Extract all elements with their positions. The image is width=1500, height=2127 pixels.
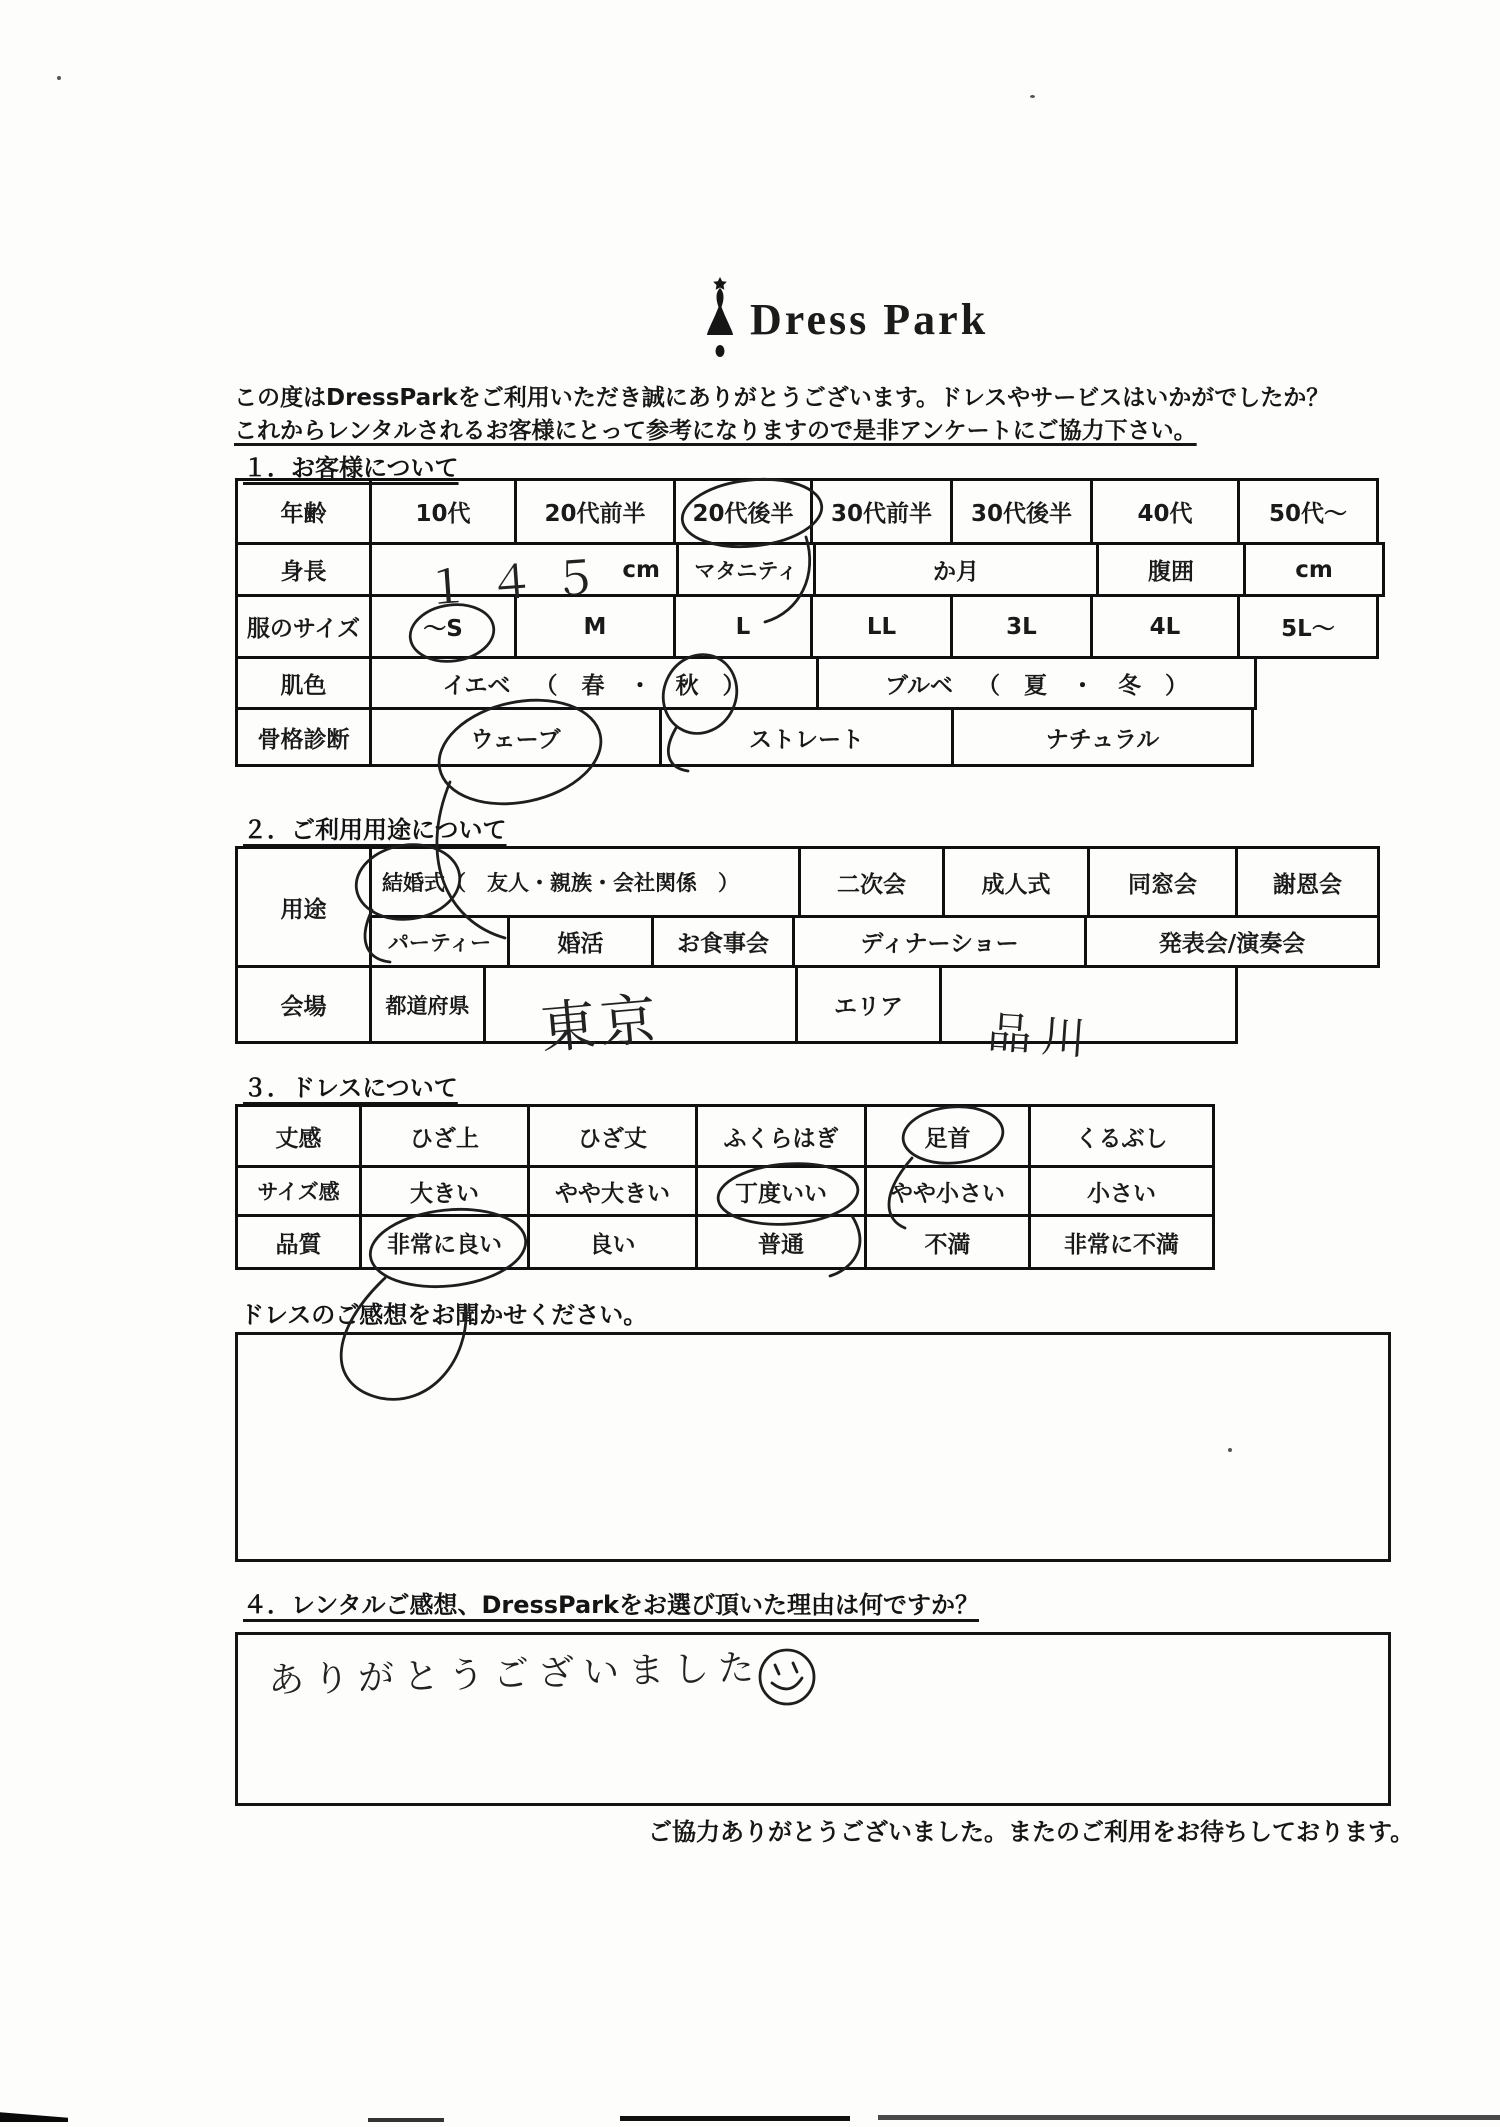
- dress-form-icon: [700, 276, 740, 360]
- purpose-option-thanks-party: 謝恩会: [1235, 846, 1380, 918]
- quality-option-average: 普通: [695, 1214, 867, 1270]
- scan-edge-artifact: [620, 2116, 850, 2121]
- purpose-row-2: [369, 915, 1380, 968]
- fit-label: サイズ感: [235, 1165, 362, 1217]
- quality-option-good: 良い: [527, 1214, 698, 1270]
- paren-close: ）: [1165, 672, 1189, 699]
- handwritten-rental-feedback: ありがとうございました: [267, 1647, 764, 1702]
- purpose-row-1: [369, 846, 1380, 918]
- length-option-knee: ひざ丈: [527, 1104, 698, 1168]
- venue-label: 会場: [235, 965, 372, 1044]
- size-option-l: L: [673, 594, 813, 659]
- purpose-option-dinner-party: お食事会: [651, 915, 795, 968]
- age-option-20s-early: 20代前半: [514, 478, 676, 545]
- scan-speck: [57, 76, 61, 80]
- purpose-option-dinner-show: ディナーショー: [792, 915, 1087, 968]
- dress-table: [235, 1104, 1215, 1270]
- quality-row: [235, 1214, 1215, 1270]
- skin-tone-yellow-cell: [369, 656, 819, 710]
- age-option-40s: 40代: [1090, 478, 1240, 545]
- waist-label: 腹囲: [1096, 542, 1246, 597]
- length-option-calf: ふくらはぎ: [695, 1104, 867, 1168]
- fit-row: [235, 1165, 1215, 1217]
- fit-option-just-right: 丁度いい: [695, 1165, 867, 1217]
- length-row: [235, 1104, 1215, 1168]
- waist-unit: cm: [1243, 542, 1385, 597]
- section4-heading: ４．レンタルご感想、DressParkをお選び頂いた理由は何ですか？: [243, 1591, 979, 1619]
- skeletal-option-straight: ストレート: [659, 707, 954, 767]
- fit-option-small: 小さい: [1028, 1165, 1215, 1217]
- fit-option-big: 大きい: [359, 1165, 530, 1217]
- size-option-5l: 5L～: [1237, 594, 1379, 659]
- brand-name: Dress Park: [750, 295, 989, 344]
- clothing-size-label: 服のサイズ: [235, 594, 372, 659]
- skeletal-option-natural: ナチュラル: [951, 707, 1254, 767]
- skin-tone-label: 肌色: [235, 656, 372, 710]
- height-label: 身長: [235, 542, 372, 597]
- quality-option-very-dissatisfied: 非常に不満: [1028, 1214, 1215, 1270]
- customer-table: [235, 478, 1385, 767]
- purpose-option-recital: 発表会/演奏会: [1084, 915, 1380, 968]
- skin-option-autumn: 秋: [675, 672, 699, 699]
- scan-edge-artifact: [0, 2108, 68, 2122]
- scan-edge-artifact: [878, 2115, 1500, 2120]
- age-option-20s-late: 20代後半: [673, 478, 813, 545]
- size-option-ll: LL: [810, 594, 953, 659]
- section1-heading: １．お客様について: [243, 454, 459, 482]
- size-option-m: M: [514, 594, 676, 659]
- skeletal-option-wave: ウェーブ: [369, 707, 662, 767]
- quality-option-dissatisfied: 不満: [864, 1214, 1031, 1270]
- dress-feedback-prompt: ドレスのご感想をお聞かせください。: [240, 1301, 648, 1329]
- prefecture-label: 都道府県: [369, 965, 486, 1044]
- skin-option-summer: 夏: [1024, 672, 1048, 699]
- purpose-option-konkatsu: 婚活: [507, 915, 654, 968]
- separator-dot: ・: [628, 672, 652, 699]
- handwritten-area-value: 品川: [986, 1007, 1098, 1066]
- intro-line-2: これからレンタルされるお客様にとって参考になりますので是非アンケートにご協力下さい。: [234, 418, 1197, 444]
- skin-option-winter: 冬: [1118, 672, 1142, 699]
- length-option-ankle: 足首: [864, 1104, 1031, 1168]
- skeletal-label: 骨格診断: [235, 707, 372, 767]
- scan-speck: [1228, 1448, 1232, 1452]
- section2-heading: ２．ご利用用途について: [243, 816, 507, 844]
- section3-heading: ３．ドレスについて: [243, 1074, 458, 1102]
- brand-logo: [700, 276, 988, 360]
- age-option-30s-early: 30代前半: [810, 478, 953, 545]
- wedding-detail: （ 友人・親族・会社関係 ）: [445, 871, 739, 895]
- purpose-label: 用途: [235, 846, 372, 968]
- yellow-base-label: イエベ: [442, 672, 511, 699]
- length-label: 丈感: [235, 1104, 362, 1168]
- age-label: 年齢: [235, 478, 372, 545]
- purpose-rows: [235, 846, 1380, 968]
- quality-label: 品質: [235, 1214, 362, 1270]
- wedding-label: 結婚式: [382, 871, 445, 895]
- fit-option-slightly-big: やや大きい: [527, 1165, 698, 1217]
- handwritten-prefecture-value: 東京: [537, 986, 663, 1063]
- scan-edge-artifact: [368, 2118, 444, 2122]
- purpose-option-afterparty: 二次会: [798, 846, 945, 918]
- footer-message: ご協力ありがとうございました。またのご利用をお待ちしております。: [648, 1818, 1415, 1846]
- blue-base-label: ブルベ: [884, 672, 954, 699]
- size-option-3l: 3L: [950, 594, 1093, 659]
- venue-row: [235, 965, 1380, 1044]
- skeletal-row: [235, 707, 1385, 767]
- paren-open: （: [534, 672, 558, 699]
- length-option-above-knee: ひざ上: [359, 1104, 530, 1168]
- purpose-option-party: パーティー: [369, 915, 510, 968]
- size-option-4l: 4L: [1090, 594, 1240, 659]
- separator-dot: ・: [1071, 672, 1095, 699]
- maternity-months-label: か月: [813, 542, 1099, 597]
- purpose-table: [235, 846, 1380, 1044]
- height-row: [235, 542, 1385, 597]
- intro-text: [234, 382, 1414, 448]
- age-option-50s: 50代～: [1237, 478, 1379, 545]
- age-row: [235, 478, 1385, 545]
- purpose-option-coming-of-age: 成人式: [942, 846, 1090, 918]
- paren-close: ）: [722, 672, 746, 699]
- fit-option-slightly-small: やや小さい: [864, 1165, 1031, 1217]
- purpose-option-reunion: 同窓会: [1087, 846, 1238, 918]
- intro-line-1: この度はDressParkをご利用いただき誠にありがとうございます。ドレスやサービスはいかがでしたか？: [234, 385, 1330, 411]
- area-label: エリア: [795, 965, 942, 1044]
- skin-tone-row: [235, 656, 1385, 710]
- age-option-30s-late: 30代後半: [950, 478, 1093, 545]
- purpose-option-wedding: [369, 846, 801, 918]
- height-unit: cm: [622, 556, 660, 583]
- age-option-10s: 10代: [369, 478, 517, 545]
- scan-speck: [1030, 95, 1035, 98]
- maternity-label: マタニティ: [676, 542, 816, 597]
- skin-tone-blue-cell: [816, 656, 1257, 710]
- quality-option-very-good: 非常に良い: [359, 1214, 530, 1270]
- clothing-size-row: [235, 594, 1385, 659]
- paren-open: （: [977, 672, 1001, 699]
- size-option-s: ～S: [369, 594, 517, 659]
- skin-option-spring: 春: [581, 672, 605, 699]
- dress-feedback-box: [235, 1332, 1391, 1562]
- length-option-anklebone: くるぶし: [1028, 1104, 1215, 1168]
- handwritten-height-value: １４５: [422, 548, 618, 616]
